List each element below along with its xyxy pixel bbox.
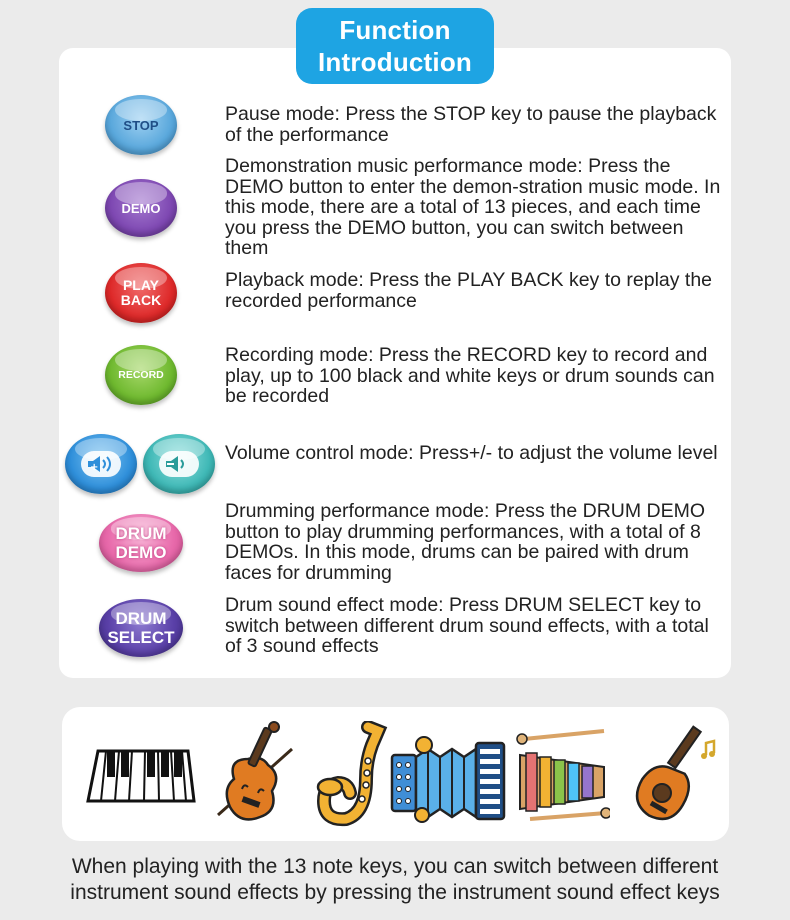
drum-select-description: Drum sound effect mode: Press DRUM SELECT key to switch between different drum sound effects, with a total of 3 sound effects [225, 594, 709, 658]
playback-button-label [121, 278, 161, 308]
volume-up-icon [81, 451, 121, 477]
record-button-label: RECORD [118, 369, 164, 381]
instrument-card [62, 707, 729, 841]
volume-down-button[interactable] [143, 434, 215, 494]
drum-demo-label-line-1: DRUM [115, 524, 167, 543]
stop-button[interactable] [105, 95, 177, 155]
demo-description: Demonstration music performance mode: Press the DEMO button to enter the demon-stration music mode. In this mode, there are a total of 13 pieces, and each time you press the DEMO button, you can switch between them [225, 155, 721, 260]
violin-icon[interactable] [208, 719, 300, 836]
playback-button[interactable] [105, 263, 177, 323]
volume-description: Volume control mode: Press+/- to adjust the volume level [225, 442, 718, 464]
drum-demo-button[interactable] [99, 514, 183, 572]
playback-label-line-2: BACK [120, 292, 162, 308]
footer-line-2: instrument sound effects by pressing the instrument sound effect keys [70, 881, 720, 904]
record-description: Recording mode: Press the RECORD key to record and play, up to 100 black and white keys or drum sounds can be recorded [225, 344, 715, 408]
drum-select-button-label [107, 609, 174, 647]
drum-demo-button-label [116, 524, 167, 562]
drum-select-button[interactable] [99, 599, 183, 657]
drum-demo-label-line-2: DEMO [115, 543, 167, 562]
volume-up-button[interactable] [65, 434, 137, 494]
demo-button-label: DEMO [121, 200, 161, 216]
accordion-icon[interactable] [388, 733, 510, 828]
guitar-icon[interactable] [628, 721, 720, 830]
demo-button[interactable] [105, 179, 177, 237]
header-line-2: Introduction [317, 47, 473, 77]
function-introduction-header [296, 8, 494, 84]
drum-select-label-line-2: SELECT [107, 628, 175, 647]
piano-icon[interactable] [84, 745, 196, 812]
drum-demo-description: Drumming performance mode: Press the DRUM DEMO button to play drumming performances, with a total of 8 DEMOs. In this mode, drums can be paired with drum faces for drumming [225, 500, 706, 584]
svg-text:+: + [90, 462, 99, 473]
footer-line-1: When playing with the 13 note keys, you can switch between different [71, 855, 719, 878]
playback-label-line-1: PLAY [122, 277, 160, 293]
playback-description: Playback mode: Press the PLAY BACK key to replay the recorded performance [225, 269, 713, 312]
stop-button-label: STOP [123, 117, 159, 133]
stop-description: Pause mode: Press the STOP key to pause the playback of the performance [225, 103, 717, 146]
function-card [59, 48, 731, 678]
xylophone-icon[interactable] [514, 727, 610, 832]
saxophone-icon[interactable] [314, 721, 390, 832]
drum-select-label-line-1: DRUM [115, 609, 167, 628]
record-button[interactable] [105, 345, 177, 405]
footer-note [0, 854, 790, 906]
volume-down-icon [159, 451, 199, 477]
header-line-1: Function [339, 15, 451, 45]
